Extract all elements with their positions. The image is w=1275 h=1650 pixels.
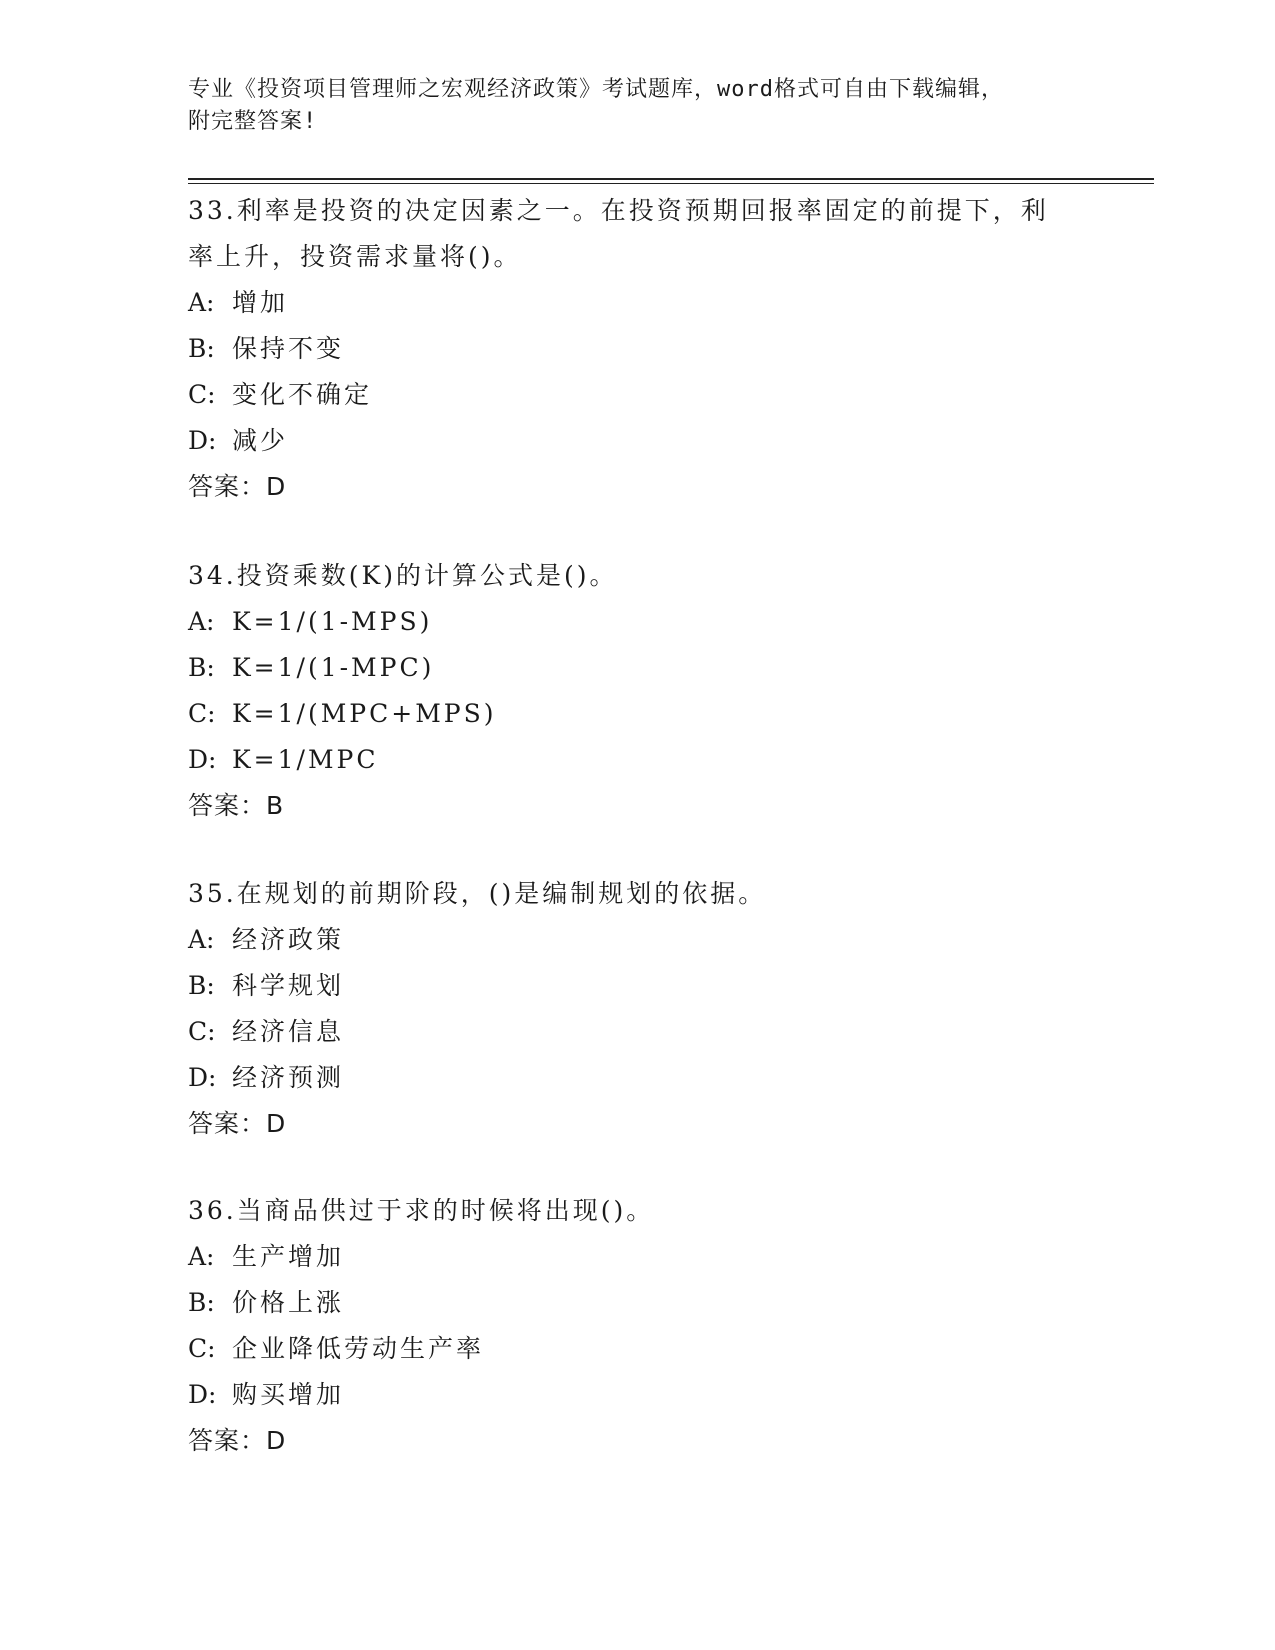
answer-label: 答案： [188, 472, 267, 501]
option-label: D: [188, 745, 217, 774]
question-35 [188, 871, 1088, 1147]
question-stem-line: 36.当商品供过于求的时候将出现()。 [188, 1196, 655, 1225]
option-text: K=1/MPC [232, 745, 379, 774]
option-label: D: [188, 1063, 217, 1092]
option-b [188, 326, 1088, 372]
option-label: B: [188, 653, 215, 682]
question-34 [188, 553, 1088, 829]
option-a [188, 280, 1088, 326]
option-label: C: [188, 699, 216, 728]
option-text: K=1/(MPC+MPS) [232, 699, 497, 728]
header-line-1: 专业《投资项目管理师之宏观经济政策》考试题库，word格式可自由下载编辑， [188, 77, 1004, 102]
answer-label: 答案： [188, 1109, 267, 1138]
option-text: K=1/(1-MPC) [232, 653, 435, 682]
answer-label: 答案： [188, 791, 267, 820]
option-text: 经济政策 [232, 925, 345, 954]
option-label: C: [188, 380, 216, 409]
option-c [188, 1009, 1088, 1055]
option-text: 生产增加 [232, 1242, 345, 1271]
answer-value: B [266, 791, 285, 820]
answer-line [188, 464, 1088, 510]
answer-value: D [266, 472, 287, 501]
answer-value: D [266, 1426, 287, 1455]
question-stem-line: 35.在规划的前期阶段，()是编制规划的依据。 [188, 879, 767, 908]
question-stem-line: 34.投资乘数(K)的计算公式是()。 [188, 561, 618, 590]
option-label: B: [188, 334, 215, 363]
question-stem-line: 33.利率是投资的决定因素之一。在投资预期回报率固定的前提下，利 [188, 196, 1049, 225]
option-text: K=1/(1-MPS) [232, 607, 433, 636]
question-stem-line: 率上升，投资需求量将()。 [188, 242, 522, 271]
option-d [188, 737, 1088, 783]
option-a [188, 1234, 1088, 1280]
option-a [188, 599, 1088, 645]
option-b [188, 1280, 1088, 1326]
option-label: A: [188, 607, 215, 636]
answer-value: D [266, 1109, 287, 1138]
answer-line [188, 783, 1088, 829]
option-b [188, 645, 1088, 691]
option-c [188, 1326, 1088, 1372]
option-label: C: [188, 1017, 216, 1046]
header-line-2: 附完整答案! [188, 109, 318, 134]
document-header [188, 74, 1088, 138]
option-text: 经济预测 [232, 1063, 345, 1092]
option-text: 保持不变 [232, 334, 345, 363]
option-d [188, 1055, 1088, 1101]
option-label: A: [188, 1242, 215, 1271]
option-text: 购买增加 [232, 1380, 345, 1409]
option-text: 减少 [232, 426, 289, 455]
option-text: 增加 [232, 288, 289, 317]
option-d [188, 418, 1088, 464]
option-d [188, 1372, 1088, 1418]
option-label: D: [188, 426, 217, 455]
option-text: 价格上涨 [232, 1288, 345, 1317]
answer-line [188, 1418, 1088, 1464]
option-label: A: [188, 925, 215, 954]
option-text: 变化不确定 [232, 380, 373, 409]
option-b [188, 963, 1088, 1009]
option-label: C: [188, 1334, 216, 1363]
answer-line [188, 1101, 1088, 1147]
option-label: A: [188, 288, 215, 317]
option-label: D: [188, 1380, 217, 1409]
option-c [188, 372, 1088, 418]
option-text: 企业降低劳动生产率 [232, 1334, 485, 1363]
option-text: 科学规划 [232, 971, 345, 1000]
option-text: 经济信息 [232, 1017, 345, 1046]
header-divider-thick [188, 178, 1154, 180]
question-33 [188, 188, 1088, 510]
header-divider-thin [188, 183, 1154, 184]
option-c [188, 691, 1088, 737]
option-a [188, 917, 1088, 963]
option-label: B: [188, 971, 215, 1000]
question-36 [188, 1188, 1088, 1464]
answer-label: 答案： [188, 1426, 267, 1455]
option-label: B: [188, 1288, 215, 1317]
